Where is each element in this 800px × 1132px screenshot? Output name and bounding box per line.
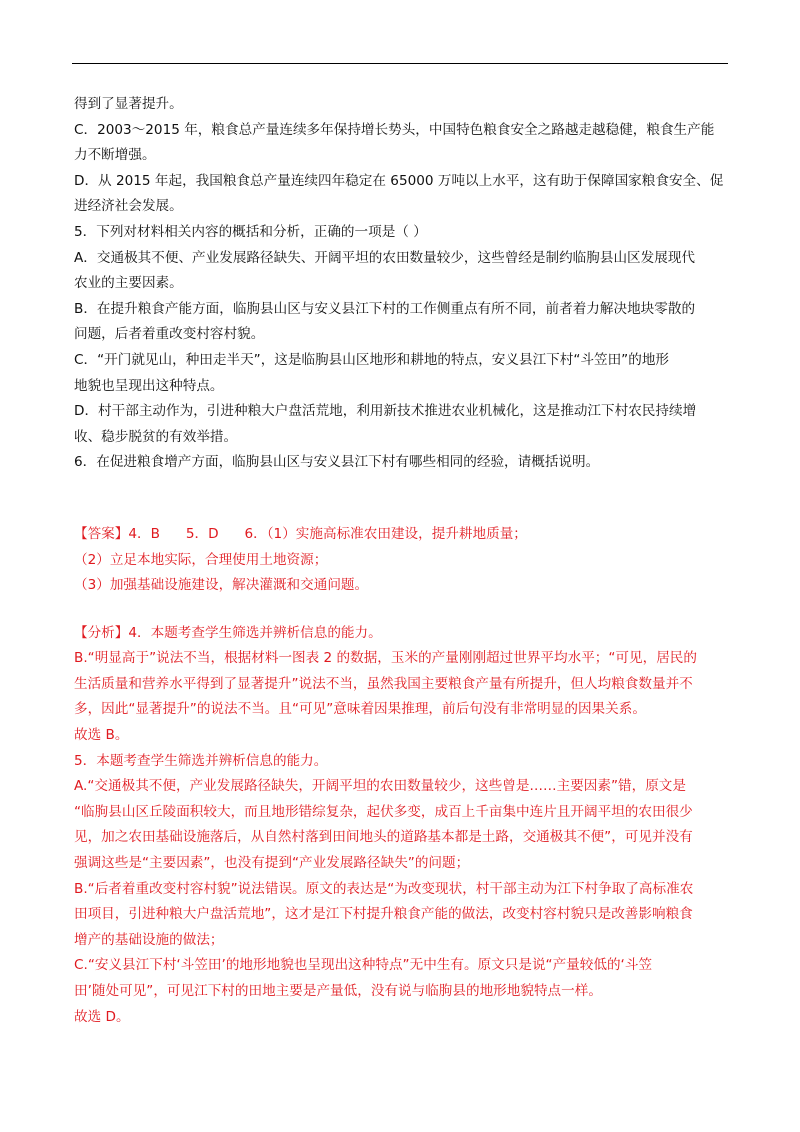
analysis-section — [74, 621, 724, 1031]
answer-line: （3）加强基础设施建设，解决灌溉和交通问题。 — [74, 577, 369, 594]
answer-section — [74, 522, 724, 599]
question-line: B．在提升粮食产能方面，临朐县山区与安义县江下村的工作侧重点有所不同，前者着力解决地块零散的 — [74, 300, 696, 317]
question-line: 问题，后者着重改变村容村貌。 — [74, 326, 265, 343]
question-line: 进经济社会发展。 — [74, 198, 183, 215]
analysis-line: 见，加之农田基础设施落后，从自然村落到田间地头的道路基本都是土路，交通极其不便”，可见并没有 — [74, 829, 693, 846]
analysis-line: C.“安义县江下村‘斗笠田’的地形地貌也呈现出这种特点”无中生有。原文只是说“产量较低的‘斗笠 — [74, 957, 653, 974]
analysis-line: 增产的基础设施的做法； — [74, 931, 224, 948]
analysis-line: 生活质量和营养水平得到了显著提升”说法不当，虽然我国主要粮食产量有所提升，但人均粮食数量并不 — [74, 675, 693, 692]
question-line: 得到了显著提升。 — [74, 96, 183, 112]
analysis-label: 【分析】 — [74, 624, 129, 641]
question-line: 地貌也呈现出这种特点。 — [74, 377, 224, 394]
question-line: D．从 2015 年起，我国粮食总产量连续四年稳定在 65000 万吨以上水平，这有助于保障国家粮食安全、促 — [74, 172, 724, 189]
question-line: 力不断增强。 — [74, 147, 156, 164]
analysis-line: 故选 B。 — [74, 727, 129, 744]
question-line: C．2003～2015 年，粮食总产量连续多年保持增长势头，中国特色粮食安全之路越走越稳健，粮食生产能 — [74, 121, 715, 138]
analysis-text: 4．本题考查学生筛选并辨析信息的能力。 — [128, 624, 382, 641]
question-line: 收、稳步脱贫的有效举措。 — [74, 428, 238, 445]
question-line: D．村干部主动作为，引进种粮大户盘活荒地，利用新技术推进农业机械化，这是推动江下村农民持续增 — [74, 403, 697, 420]
analysis-line: “临朐县山区丘陵面积较大，而且地形错综复杂，起伏多变，成百上千亩集中连片且开阔平坦的农田很少 — [74, 803, 693, 820]
answer-first-line — [74, 522, 724, 548]
section-gap — [74, 599, 724, 621]
analysis-line: A.“交通极其不便，产业发展路径缺失，开阔平坦的农田数量较少，这些曾是……主要因素”错，原文是 — [74, 778, 686, 795]
analysis-line: 田项目，引进种粮大户盘活荒地”，这才是江下村提升粮食产能的做法，改变村容村貌只是改善影响粮食 — [74, 906, 693, 923]
answer-text: 4．B 5．D 6．（1）实施高标准农田建设，提升耕地质量； — [128, 525, 527, 542]
answer-line: （2）立足本地实际，合理使用土地资源； — [74, 551, 328, 568]
document-body — [74, 92, 724, 1030]
question-line: 5．下列对材料相关内容的概括和分析，正确的一项是（ ） — [74, 223, 427, 240]
analysis-line: 田’随处可见”，可见江下村的田地主要是产量低，没有说与临朐县的地形地貌特点一样。 — [74, 983, 602, 999]
analysis-line: 多，因此“显著提升”的说法不当。且“可见”意味着因果推理，前后句没有非常明显的因果关系。 — [74, 701, 646, 718]
analysis-first-line — [74, 621, 724, 647]
question-line: C．“开门就见山，种田走半天”，这是临朐县山区地形和耕地的特点，安义县江下村“斗笠田”的地形 — [74, 351, 670, 368]
analysis-line: B.“明显高于”说法不当，根据材料一图表 2 的数据，玉米的产量刚刚超过世界平均水平；“可见，居民的 — [74, 650, 697, 667]
analysis-line: 5．本题考查学生筛选并辨析信息的能力。 — [74, 752, 328, 769]
question-line: 6．在促进粮食增产方面，临朐县山区与安义县江下村有哪些相同的经验，请概括说明。 — [74, 454, 600, 471]
question-line: 农业的主要因素。 — [74, 275, 183, 292]
analysis-line: 故选 D。 — [74, 1008, 130, 1025]
section-gap — [74, 476, 724, 522]
answer-label: 【答案】 — [74, 525, 129, 542]
analysis-line: 强调这些是“主要因素”，也没有提到“产业发展路径缺失”的问题； — [74, 855, 470, 872]
header-rule — [72, 63, 728, 64]
question-line: A．交通极其不便、产业发展路径缺失、开阔平坦的农田数量较少，这些曾经是制约临朐县山区发展现代 — [74, 249, 696, 266]
analysis-line: B.“后者着重改变村容村貌”说法错误。原文的表达是“为改变现状，村干部主动为江下村争取了高标准农 — [74, 880, 694, 897]
question-section — [74, 92, 724, 476]
